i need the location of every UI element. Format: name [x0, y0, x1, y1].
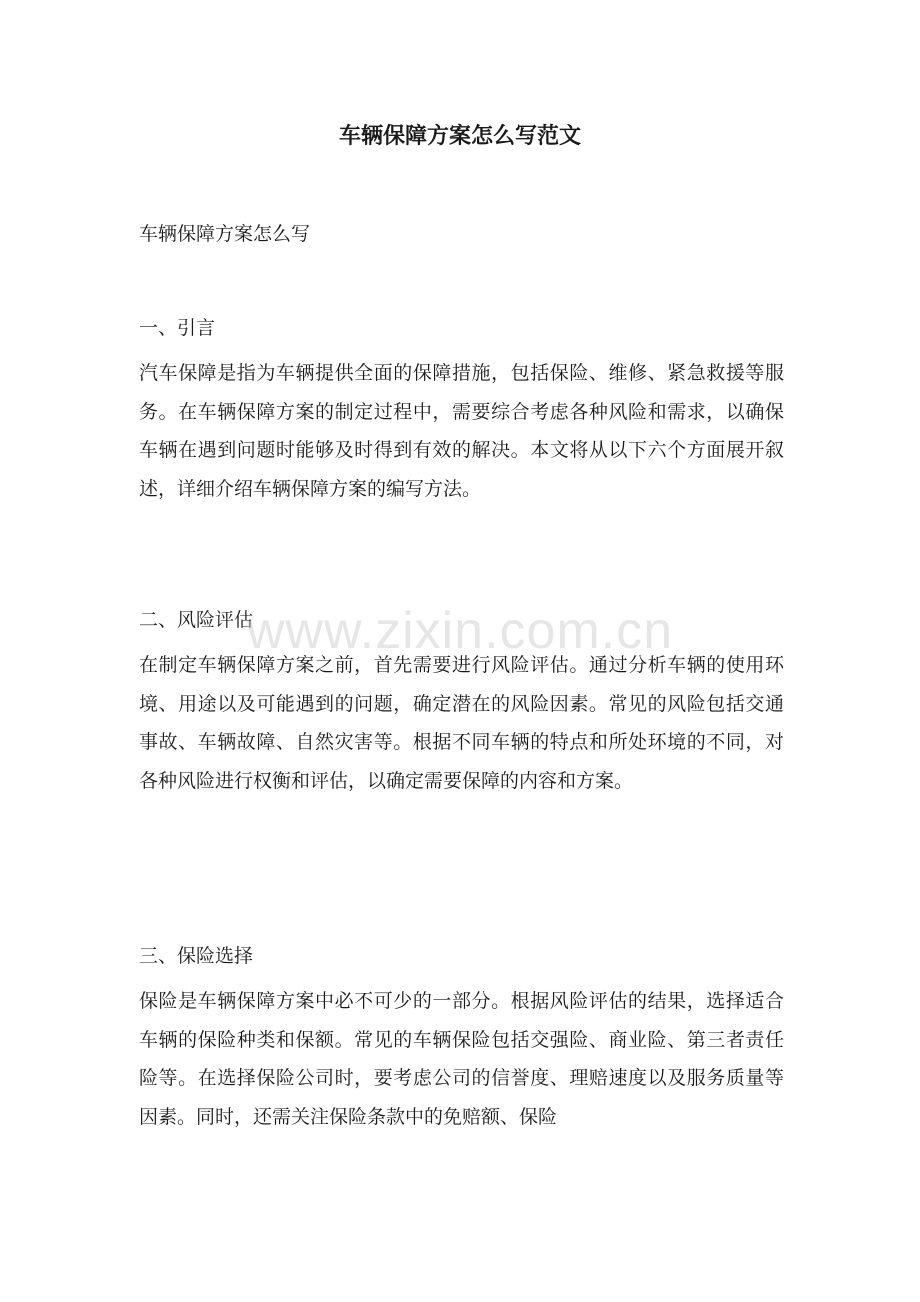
- section-body: 保险是车辆保障方案中必不可少的一部分。根据风险评估的结果，选择适合车辆的保险种类和保额。常见的车辆保险包括交强险、商业险、第三者责任险等。在选择保险公司时，要考虑公司的信誉度、理赔速度以及服务质量等因素。同时，还需关注保险条款中的免赔额、保险: [139, 990, 784, 1128]
- document-subtitle: 车辆保障方案怎么写: [139, 223, 311, 245]
- section-heading: 三、保险选择: [139, 945, 254, 967]
- document-title: 车辆保障方案怎么写范文: [338, 123, 581, 149]
- watermark-text: www.zixin.com.cn: [246, 602, 674, 660]
- section-risk-assessment: [139, 605, 784, 800]
- section-insurance-selection: [139, 941, 784, 1136]
- section-body: 在制定车辆保障方案之前，首先需要进行风险评估。通过分析车辆的使用环境、用途以及可能遇到的问题，确定潜在的风险因素。常见的风险包括交通事故、车辆故障、自然灾害等。根据不同车辆的特点和所处环境的不同，对各种风险进行权衡和评估，以确定需要保障的内容和方案。: [139, 654, 784, 792]
- section-heading: 二、风险评估: [139, 609, 254, 631]
- section-body: 汽车保障是指为车辆提供全面的保障措施，包括保险、维修、紧急救援等服务。在车辆保障方案的制定过程中，需要综合考虑各种风险和需求，以确保车辆在遇到问题时能够及时得到有效的解决。本文将从以下六个方面展开叙述，详细介绍车辆保障方案的编写方法。: [139, 362, 784, 500]
- section-heading: 一、引言: [139, 317, 216, 339]
- section-introduction: [139, 313, 784, 508]
